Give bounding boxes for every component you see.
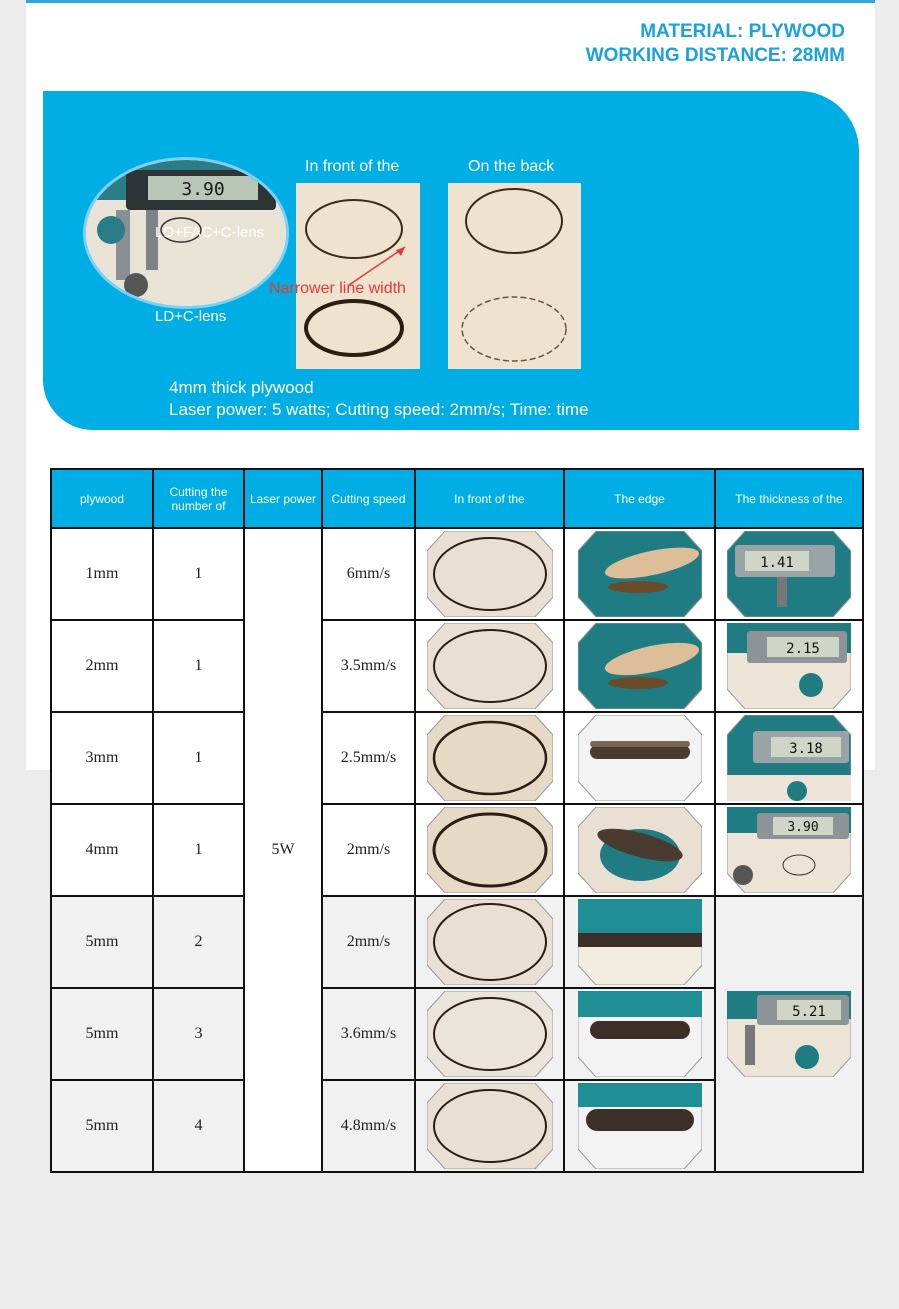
passes-cell: 1 — [153, 804, 244, 896]
edge-photo-cell — [564, 712, 715, 804]
header-edge: The edge — [564, 469, 715, 528]
header-passes: Cutting the number of — [153, 469, 244, 528]
plywood-cell: 4mm — [51, 804, 153, 896]
table-row — [51, 804, 863, 896]
plywood-cell: 5mm — [51, 896, 153, 988]
comparison-banner — [43, 91, 859, 430]
material-title: MATERIAL: PLYWOOD — [640, 21, 845, 42]
front-photo-cell — [415, 528, 564, 620]
front-photo-cell — [415, 712, 564, 804]
caliper-photo — [727, 623, 851, 709]
edge-photo — [578, 1083, 702, 1169]
front-photo — [427, 623, 553, 709]
parameters-caption: Laser power: 5 watts; Cutting speed: 2mm/s; Time: time — [169, 400, 589, 419]
speed-cell: 2mm/s — [322, 804, 415, 896]
plywood-cell: 2mm — [51, 620, 153, 712]
caliper-reading: 3.18 — [789, 741, 823, 757]
front-photo-cell — [415, 804, 564, 896]
passes-cell: 4 — [153, 1080, 244, 1172]
edge-photo — [578, 715, 702, 801]
front-photo — [427, 715, 553, 801]
thickness-photo-cell — [715, 804, 863, 896]
plywood-cell: 3mm — [51, 712, 153, 804]
caliper-photo — [727, 531, 851, 617]
caliper-reading: 1.41 — [760, 555, 794, 571]
front-photo-cell — [415, 896, 564, 988]
thickness-photo-cell — [715, 528, 863, 620]
speed-cell: 4.8mm/s — [322, 1080, 415, 1172]
front-photo — [427, 899, 553, 985]
shared-thickness-photo-cell — [715, 896, 863, 1172]
edge-photo — [578, 531, 702, 617]
laser-power-cell: 5W — [244, 528, 322, 1172]
speed-cell: 3.5mm/s — [322, 620, 415, 712]
header-laser-power: Laser power — [244, 469, 322, 528]
thickness-caption: 4mm thick plywood — [169, 378, 314, 397]
edge-photo-cell — [564, 988, 715, 1080]
caliper-reading: 5.21 — [792, 1004, 826, 1020]
plywood-cell: 1mm — [51, 528, 153, 620]
ld-fac-clens-label: LD+FAC+C-lens — [155, 224, 265, 241]
working-distance-title: WORKING DISTANCE: 28MM — [585, 45, 845, 66]
header-thickness: The thickness of the — [715, 469, 863, 528]
passes-cell: 1 — [153, 620, 244, 712]
edge-photo-cell — [564, 528, 715, 620]
narrower-line-note: Narrower line width — [269, 280, 406, 297]
thickness-photo-cell — [715, 712, 863, 804]
thickness-photo-cell — [715, 620, 863, 712]
edge-photo — [578, 991, 702, 1077]
passes-cell: 2 — [153, 896, 244, 988]
front-photo-cell — [415, 620, 564, 712]
caliper-photo — [727, 991, 851, 1077]
front-photo — [427, 807, 553, 893]
plywood-cell: 5mm — [51, 988, 153, 1080]
plywood-cell: 5mm — [51, 1080, 153, 1172]
front-column-label: In front of the — [305, 158, 400, 175]
top-accent-line — [26, 0, 875, 3]
table-row — [51, 528, 863, 620]
passes-cell: 3 — [153, 988, 244, 1080]
front-photo-cell — [415, 1080, 564, 1172]
back-cut-ovals — [448, 183, 581, 369]
table-header-row — [51, 469, 863, 528]
speed-cell: 2mm/s — [322, 896, 415, 988]
caliper-reading: 3.90 — [181, 179, 225, 200]
passes-cell: 1 — [153, 712, 244, 804]
caliper-photo — [727, 807, 851, 893]
front-photo-cell — [415, 988, 564, 1080]
edge-photo-cell — [564, 620, 715, 712]
cutting-spec-table — [50, 468, 864, 1173]
speed-cell: 2.5mm/s — [322, 712, 415, 804]
edge-photo-cell — [564, 896, 715, 988]
header-plywood: plywood — [51, 469, 153, 528]
passes-cell: 1 — [153, 528, 244, 620]
caliper-photo — [727, 715, 851, 801]
edge-photo — [578, 899, 702, 985]
edge-photo — [578, 623, 702, 709]
edge-photo — [578, 807, 702, 893]
ld-clens-label: LD+C-lens — [155, 308, 227, 325]
speed-cell: 6mm/s — [322, 528, 415, 620]
header-front: In front of the — [415, 469, 564, 528]
caliper-reading: 2.15 — [786, 641, 820, 657]
back-column-label: On the back — [468, 158, 555, 175]
speed-cell: 3.6mm/s — [322, 988, 415, 1080]
edge-photo-cell — [564, 804, 715, 896]
front-photo — [427, 531, 553, 617]
header-cutting-speed: Cutting speed — [322, 469, 415, 528]
front-photo — [427, 1083, 553, 1169]
caliper-reading: 3.90 — [787, 820, 819, 835]
table-row — [51, 620, 863, 712]
header — [586, 20, 845, 68]
table-row — [51, 896, 863, 988]
front-photo — [427, 991, 553, 1077]
back-sample-photo — [448, 183, 581, 369]
table-row — [51, 712, 863, 804]
edge-photo-cell — [564, 1080, 715, 1172]
